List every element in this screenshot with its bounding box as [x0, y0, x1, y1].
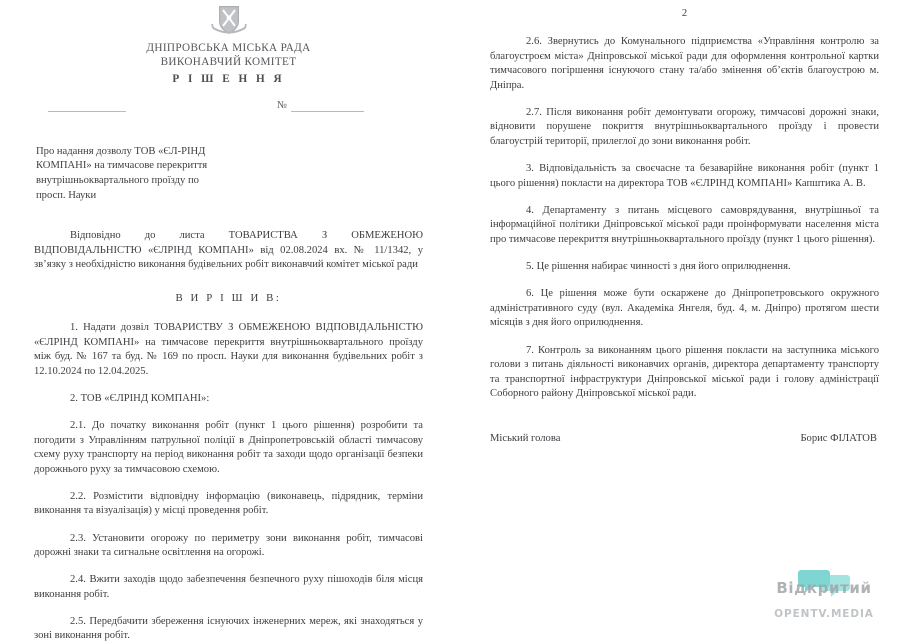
- document-subject: Про надання дозволу ТОВ «ЄЛ-РІНД КОМПАНІ» на тимчасове перекриття внутрішньоквартального проїзду по просп. Науки: [36, 145, 208, 201]
- clause-2-4: 2.4. Вжити заходів щодо забезпечення безпечного руху пішоходів біля місця виконання робіт.: [34, 574, 423, 600]
- verdict-heading: В И Р І Ш И В:: [175, 291, 282, 304]
- clause-3: 3. Відповідальність за своєчасне та безаварійне виконання робіт (пункт 1 цього рішення) покласти на директора ТОВ «ЄЛРІНД КОМПАНІ» Капштика А. В.: [490, 163, 879, 189]
- document-page-2: [451, 0, 901, 640]
- clause-5: 5. Це рішення набирає чинності з дня його оприлюднення.: [526, 261, 791, 273]
- clause-4: 4. Департаменту з питань місцевого самоврядування, внутрішньої та інформаційної політики Дніпровської міської ради проінформувати населення міста про тимчасове перекриття внутрішньоквартального проїзду (пункт 1 цього рішення).: [490, 204, 879, 246]
- organization-name-line-2: ВИКОНАВЧИЙ КОМІТЕТ: [160, 56, 297, 69]
- clause-2-6: 2.6. Звернутись до Комунального підприємства «Управління контролю за благоустроєм міста» Дніпровської міської ради для оформлення контрольної картки тимчасового погіршення існуючого стану та/або змінення об’єктів благоустрою м. Дніпра.: [490, 36, 879, 91]
- page-1-body: [34, 229, 423, 644]
- clause-7: 7. Контроль за виконанням цього рішення покласти на заступника міського голови з питань діяльності виконавчих органів, директора департаменту транспорту та транспортної інфраструктури Дніпровської міської ради і голову адміністрації Соборного району Дніпровської міської ради.: [490, 344, 879, 400]
- clause-2-3: 2.3. Установити огорожу по периметру зони виконання робіт, тимчасові дорожні знаки та сигнальне освітлення на огорожі.: [34, 532, 423, 559]
- clause-2-1: 2.1. До початку виконання робіт (пункт 1 цього рішення) розробити та погодити з Управлінням патрульної поліції в Дніпропетровській області тимчасову схему руху транспорту на період виконання робіт та заходи щодо організації безпеки дорожнього руху за тимчасовою схемою.: [34, 419, 423, 475]
- signatory-position: Міський голова: [490, 432, 561, 444]
- document-kind-heading: Р І Ш Е Н Н Я: [172, 72, 285, 85]
- clause-2-5: 2.5. Передбачити збереження існуючих інженерних мереж, які знаходяться у зоні виконання робіт.: [34, 615, 423, 642]
- watermark-logo: [765, 573, 883, 607]
- watermark-subtitle: OPENTV.MEDIA: [774, 608, 874, 620]
- page-2-body: [490, 35, 879, 402]
- clause-6: 6. Це рішення може бути оскаржене до Дніпропетровського окружного адміністративного суду (вул. Академіка Янгеля, буд. 4, м. Дніпро) протягом шести місяців з дня його оприлюднення.: [490, 288, 879, 329]
- watermark: [765, 573, 883, 620]
- signature-block: [490, 433, 879, 444]
- document-page-1: [0, 0, 451, 640]
- dnipro-city-coat-of-arms-icon: [207, 4, 251, 38]
- letterhead: [34, 0, 423, 87]
- preamble-paragraph: Відповідно до листа ТОВАРИСТВА З ОБМЕЖЕНОЮ ВІДПОВІДАЛЬНІСТЮ «ЄЛРІНД КОМПАНІ» від 02.08.2024 вх. № 11/1342, у зв’язку з необхідністю виконання будівельних робіт виконавчий комітет міської ради: [34, 230, 423, 271]
- clause-2: 2. ТОВ «ЄЛРІНД КОМПАНІ»:: [70, 392, 210, 404]
- clause-2-2: 2.2. Розмістити відповідну інформацію (виконавець, підрядник, терміни виконання та візуалізація) у місці проведення робіт.: [34, 490, 423, 517]
- clause-2-7: 2.7. Після виконання робіт демонтувати огорожу, тимчасові дорожні знаки, відновити порушене покриття внутрішньоквартального проїзду і провести благоустрій території, прилеглої до зони виконання робіт.: [490, 106, 879, 148]
- clause-1: 1. Надати дозвіл ТОВАРИСТВУ З ОБМЕЖЕНОЮ ВІДПОВІДАЛЬНІСТЮ «ЄЛРІНД КОМПАНІ» на тимчасове перекриття внутрішньоквартального проїзду між буд. № 167 та буд. № 169 по просп. Науки для виконання будівельних робіт з 12.10.2024 по 12.04.2025.: [34, 321, 423, 377]
- page-number: 2: [681, 8, 688, 19]
- signatory-name: Борис ФІЛАТОВ: [800, 432, 877, 444]
- organization-name-line-1: ДНІПРОВСЬКА МІСЬКА РАДА: [146, 42, 311, 54]
- date-blank-line[interactable]: [48, 111, 126, 112]
- date-and-number-row: [34, 97, 423, 123]
- watermark-brand: Відкритий: [776, 579, 872, 597]
- number-blank-line[interactable]: [291, 111, 364, 112]
- number-sign-label: №: [277, 99, 288, 111]
